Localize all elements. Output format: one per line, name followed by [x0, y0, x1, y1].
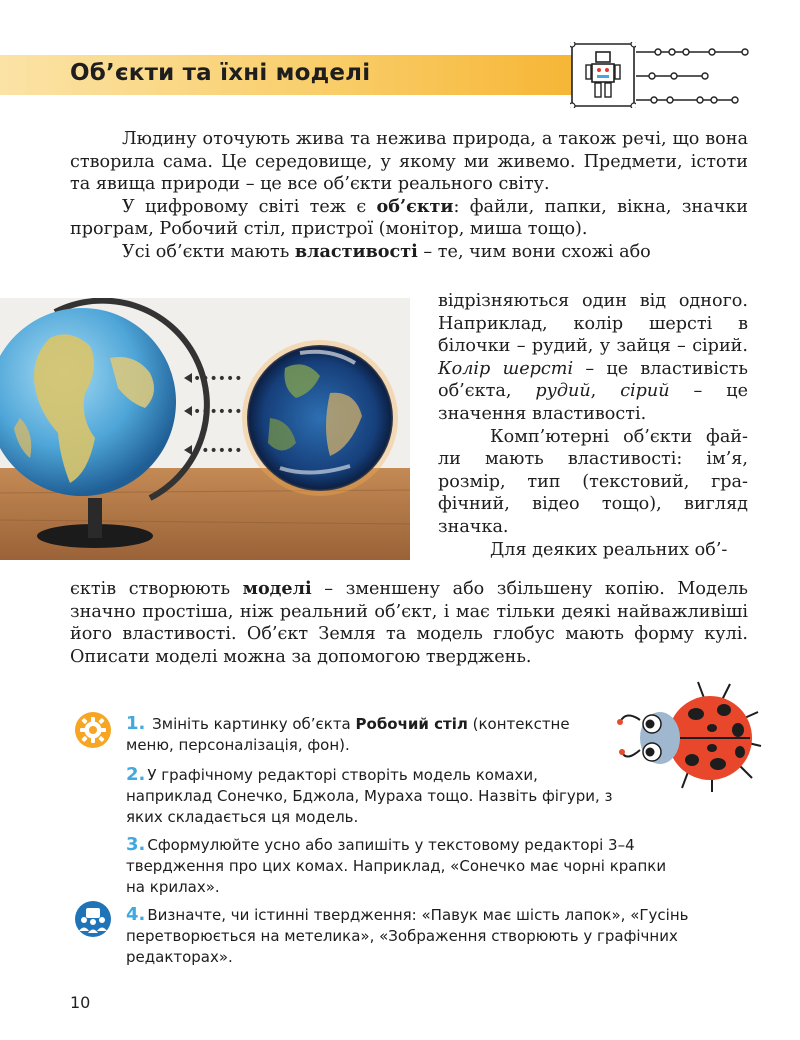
text-span: – це значення властивості. — [438, 381, 748, 424]
intro-text — [70, 128, 748, 264]
right-column-text — [438, 290, 748, 561]
text-span: єктів створюють — [70, 579, 243, 599]
text-span: – це властивість об’єкта, — [438, 358, 748, 402]
paragraph-1: Людину оточують жива та нежива природа, а також речі, що вона створила сама. Це середовище, у якому ми живемо. Предмети, істоти та явища природи – це все об’єкти реального світу. — [70, 129, 748, 195]
text-span: , — [590, 381, 621, 402]
paragraph-5-start: Для деяких реальних об’- — [490, 539, 728, 560]
task-text: Визначте, чи істинні твердження: «Павук має шість лапок», «Гусінь перетворюється на метелика», «Зображення створюють у графічних редакторах». — [126, 906, 689, 966]
term-objects: об’єкти — [376, 195, 454, 217]
task-term: Робочий стіл — [355, 715, 468, 733]
task-number: 1. — [126, 713, 146, 734]
paragraph-5 — [70, 578, 748, 668]
task-text: Змініть картинку об’єкта — [147, 715, 356, 733]
text-span: : файли, папки, вікна, значки програм, Робочий стіл, пристрої (монітор, миша тощо). — [70, 196, 748, 240]
task-2 — [126, 764, 616, 828]
page-title: Об’єкти та їхні моделі — [70, 60, 371, 86]
task-number: 4. — [126, 904, 146, 925]
page-number: 10 — [70, 993, 91, 1012]
globe-earth-photo — [0, 298, 410, 560]
term-properties: властивості — [294, 240, 418, 262]
robot-icon — [570, 42, 636, 108]
paragraph-3-start — [70, 241, 748, 264]
italic-term: сірий — [620, 381, 670, 402]
ladybug-icon — [612, 680, 762, 792]
italic-term: рудий — [535, 381, 591, 402]
circuit-decoration — [630, 40, 750, 110]
task-4 — [126, 904, 726, 968]
task-1 — [126, 713, 606, 756]
task-number: 2. — [126, 764, 146, 785]
group-icon — [74, 900, 112, 938]
models-text — [70, 578, 748, 668]
task-text: Сформулюйте усно або запишіть у текстовому редакторі 3–4 твердження про цих комах. Наприклад, «Сонечко має чорні крапки на крилах». — [126, 836, 667, 896]
gear-icon — [74, 711, 112, 749]
italic-term: Колір шерсті — [438, 358, 574, 379]
text-span: – зменшену або збільшену копію. Модель значно простіша, ніж реальний об’єкт, і має тільки деякі найважливіші його властивості. Об’єкт Земля та модель глобус мають форму кулі. Описати моделі можна за допомогою тверджень. — [70, 579, 749, 667]
text-span: Усі об’єкти мають — [122, 241, 295, 262]
text-span: відрізняються один від одного. Наприклад, колір шерсті в білочки – рудий, у зайця – сірий. — [438, 291, 748, 357]
paragraph-4: Комп’ютерні об’єкти файли мають властивості: ім’я, розмір, тип (текстовий, графічний, відео тощо), вигляд значка. — [438, 426, 748, 537]
task-text: У графічному редакторі створіть модель комахи, наприклад Сонечко, Бджола, Мураха тощо. Назвіть фігури, з яких складається ця модель. — [126, 766, 613, 826]
svg-text:••••••: •••••• — [193, 443, 243, 459]
term-models: моделі — [242, 578, 312, 599]
paragraph-3-cont — [438, 290, 748, 426]
text-span: У цифровому світі теж є — [122, 196, 377, 217]
svg-text:••••••: •••••• — [193, 371, 243, 387]
svg-text:••••••: •••••• — [193, 404, 243, 420]
task-3 — [126, 834, 686, 898]
task-text: (контекстне меню, персоналізація, фон). — [126, 715, 570, 754]
paragraph-2 — [70, 196, 748, 241]
task-number: 3. — [126, 834, 146, 855]
text-span: – те, чим вони схожі або — [417, 241, 651, 262]
